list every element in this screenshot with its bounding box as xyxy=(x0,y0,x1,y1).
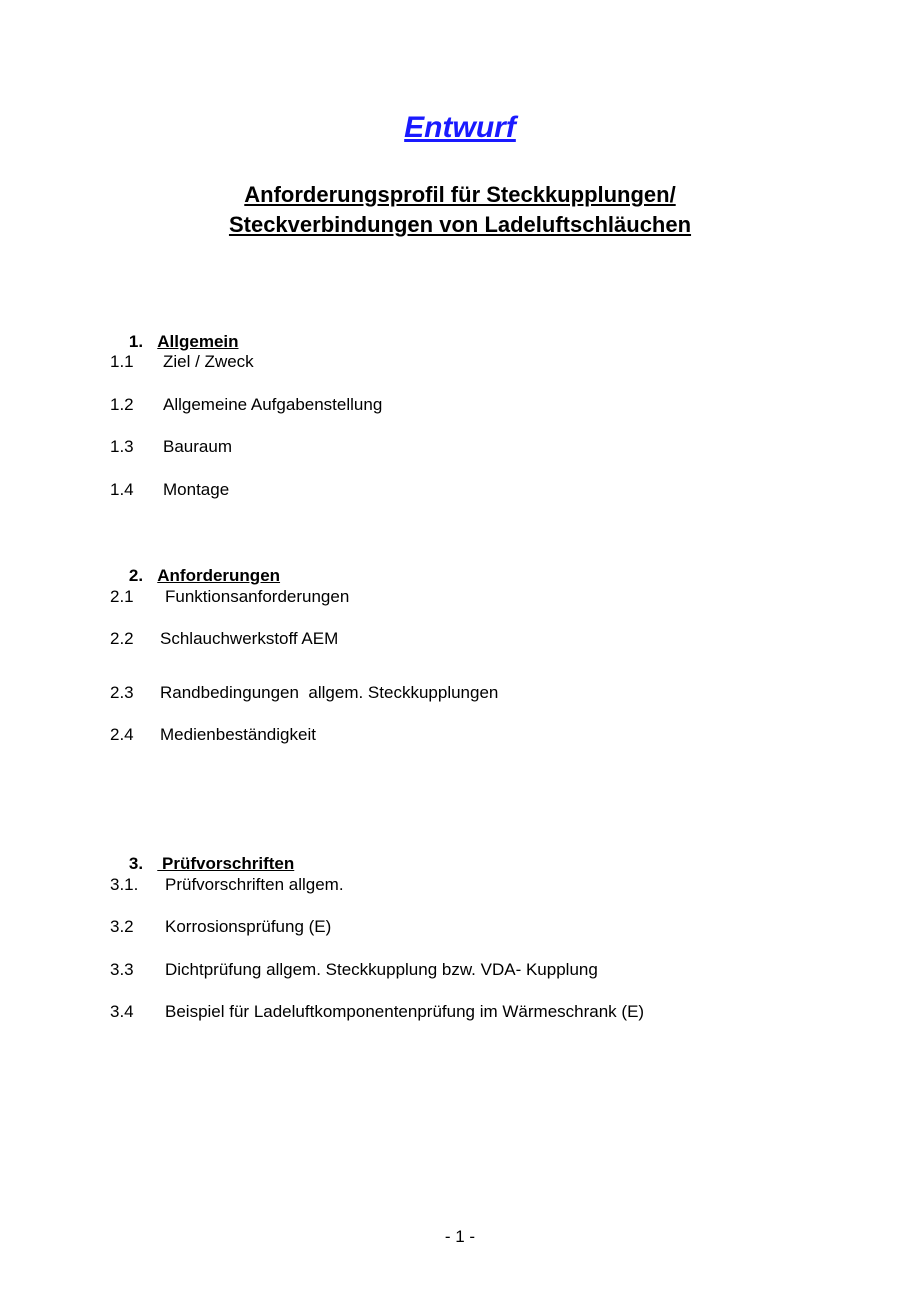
toc-entry xyxy=(110,436,232,458)
toc-entry xyxy=(110,628,339,650)
toc-entry xyxy=(110,351,254,373)
entry-text: Funktionsanforderungen xyxy=(165,587,350,606)
entry-number: 1.3 xyxy=(110,437,134,456)
entry-text: Korrosionsprüfung (E) xyxy=(165,917,332,936)
entry-text: Schlauchwerkstoff AEM xyxy=(160,629,339,648)
section-number: 1. xyxy=(128,332,144,351)
entry-number: 2.2 xyxy=(110,629,134,648)
section-title: Allgemein xyxy=(157,332,239,351)
document-title-line-2: Steckverbindungen von Ladeluftschläuchen xyxy=(228,212,692,237)
toc-entry xyxy=(110,724,316,746)
section-title: Anforderungen xyxy=(157,566,281,585)
entry-number: 3.1. xyxy=(110,875,139,894)
entry-text: Montage xyxy=(163,480,230,499)
entry-number: 3.4 xyxy=(110,1002,134,1021)
toc-entry xyxy=(110,916,332,938)
entry-number: 1.4 xyxy=(110,480,134,499)
toc-entry xyxy=(110,959,598,981)
entry-number: 3.2 xyxy=(110,917,134,936)
entry-text: Dichtprüfung allgem. Steckkupplung bzw. VDA- Kupplung xyxy=(165,960,598,979)
entry-text: Prüfvorschriften allgem. xyxy=(165,875,344,894)
toc-entry xyxy=(110,586,350,608)
toc-entry xyxy=(110,874,344,896)
entry-number: 1.2 xyxy=(110,395,134,414)
entry-number: 2.1 xyxy=(110,587,134,606)
entry-text: Allgemeine Aufgabenstellung xyxy=(163,395,383,414)
toc-entry xyxy=(110,682,499,704)
page-number: - 1 - xyxy=(444,1227,476,1246)
entry-text: Medienbeständigkeit xyxy=(160,725,316,744)
draft-label: Entwurf xyxy=(404,111,516,144)
entry-number: 2.3 xyxy=(110,683,134,702)
entry-text: Bauraum xyxy=(163,437,232,456)
section-number: 2. xyxy=(128,566,144,585)
document-title-line-1: Anforderungsprofil für Steckkupplungen/ xyxy=(244,182,676,207)
toc-entry xyxy=(110,394,383,416)
entry-text: Ziel / Zweck xyxy=(163,352,254,371)
section-number: 3. xyxy=(128,854,144,873)
entry-number: 1.1 xyxy=(110,352,134,371)
entry-number: 3.3 xyxy=(110,960,134,979)
entry-text: Randbedingungen allgem. Steckkupplungen xyxy=(160,683,499,702)
entry-number: 2.4 xyxy=(110,725,134,744)
toc-entry xyxy=(110,1001,645,1023)
entry-text: Beispiel für Ladeluftkomponentenprüfung im Wärmeschrank (E) xyxy=(165,1002,645,1021)
toc-entry xyxy=(110,479,230,501)
section-title: Prüfvorschriften xyxy=(157,854,295,873)
